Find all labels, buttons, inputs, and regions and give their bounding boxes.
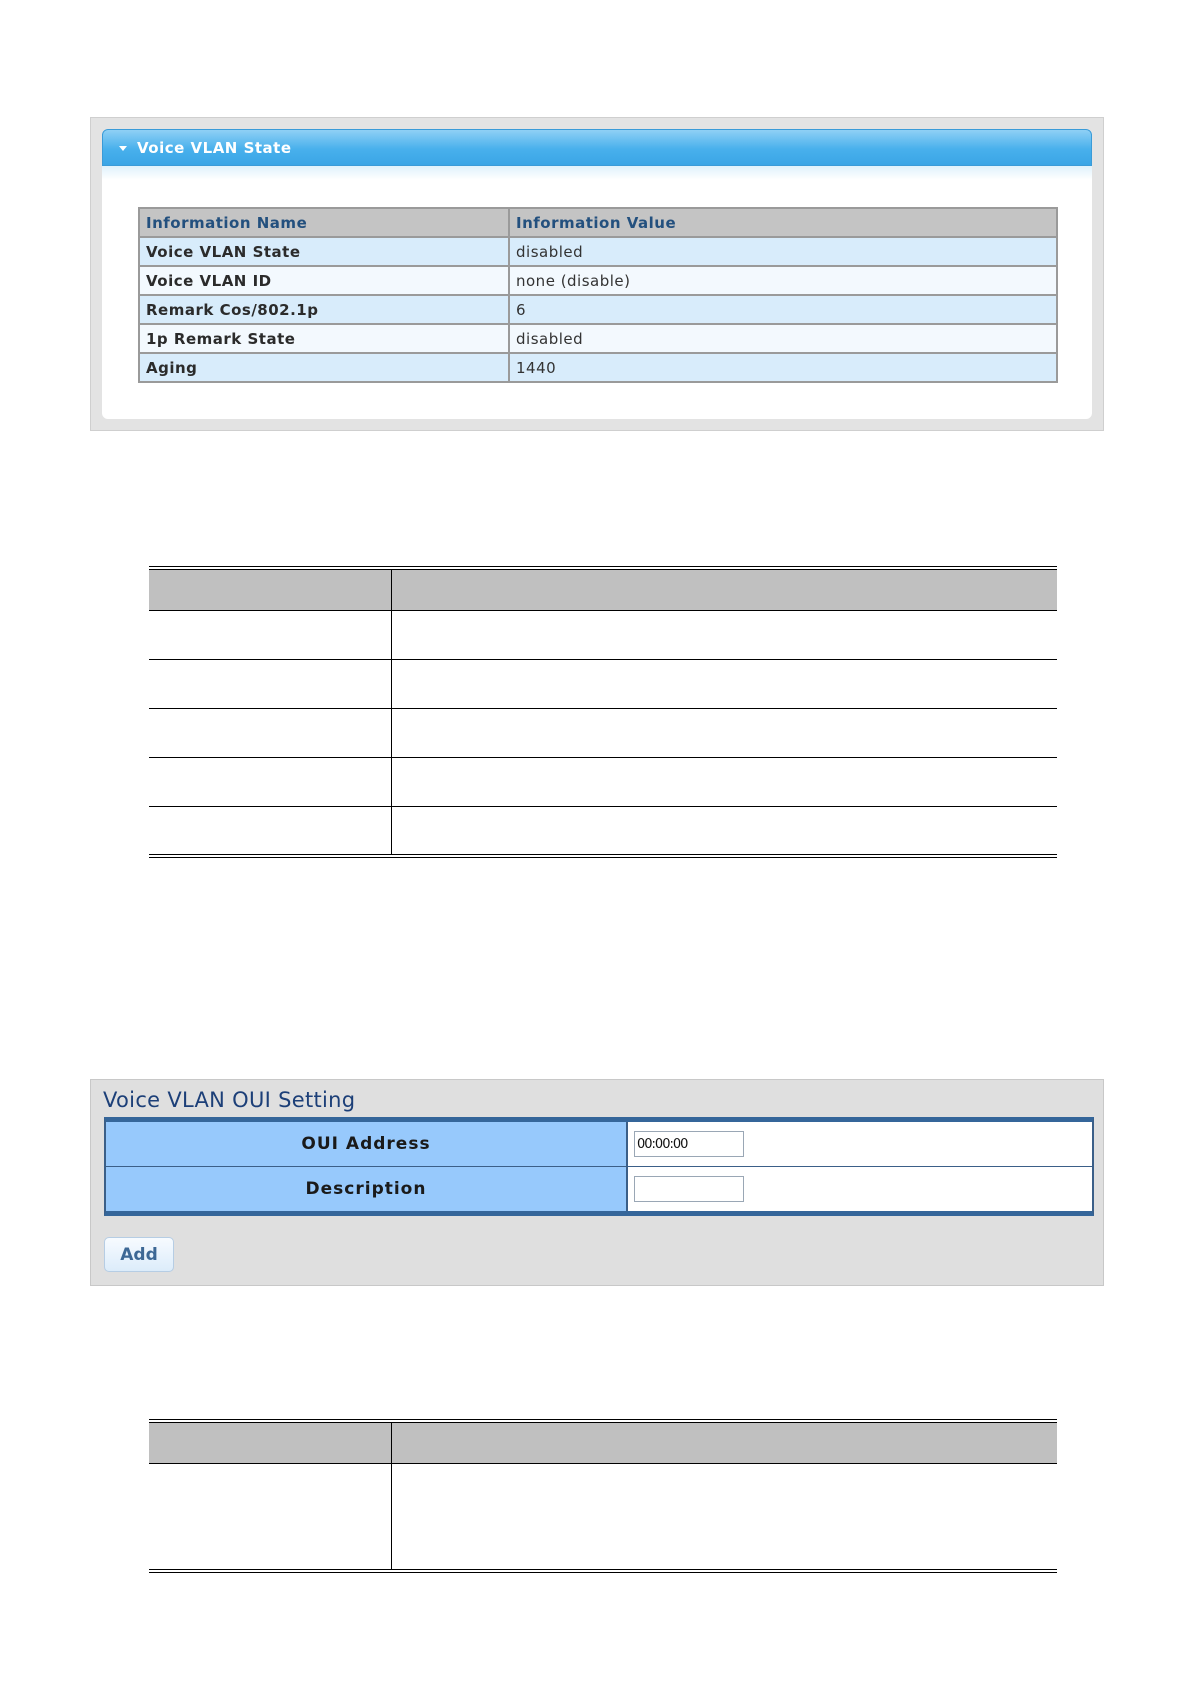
description-cell [628,1167,1092,1211]
desc-object-cell [149,709,392,757]
desc-object-cell [149,611,392,659]
info-value: 6 [509,295,1057,324]
description-label: Description [106,1167,628,1211]
table-header-row [139,208,1057,237]
info-name: Aging [139,353,509,382]
desc-object-cell [149,807,392,854]
table-row [139,353,1057,382]
info-value: disabled [509,324,1057,353]
voice-vlan-oui-setting-panel [90,1079,1104,1286]
oui-address-row [106,1122,1092,1167]
description-input[interactable] [634,1176,744,1202]
desc-header-description [392,1423,1057,1463]
desc-row [149,757,1057,806]
info-name: Voice VLAN State [139,237,509,266]
desc-row [149,1463,1057,1569]
desc-row [149,610,1057,659]
oui-setting-form [104,1117,1094,1216]
table-row [139,266,1057,295]
desc-description-cell [392,1464,1057,1569]
panel-title: Voice VLAN State [137,139,292,157]
panel-title: Voice VLAN OUI Setting [103,1088,356,1112]
voice-vlan-info-table [138,207,1058,383]
voice-vlan-state-content [102,129,1092,419]
info-value: none (disable) [509,266,1057,295]
voice-vlan-state-panel [90,117,1104,431]
collapse-triangle-icon[interactable] [119,146,127,151]
column-header-value: Information Value [509,208,1057,237]
desc-row [149,659,1057,708]
desc-description-cell [392,807,1057,854]
desc-header-description [392,570,1057,610]
desc-row [149,708,1057,757]
info-value: 1440 [509,353,1057,382]
desc-description-cell [392,611,1057,659]
info-value: disabled [509,237,1057,266]
info-name: Voice VLAN ID [139,266,509,295]
desc-object-cell [149,660,392,708]
table-row [139,324,1057,353]
object-description-table [149,566,1057,858]
object-description-table [149,1419,1057,1573]
desc-object-cell [149,758,392,806]
oui-address-cell [628,1122,1092,1166]
header-gradient-strip [102,166,1092,180]
oui-address-label: OUI Address [106,1122,628,1166]
info-name: 1p Remark State [139,324,509,353]
desc-row [149,806,1057,854]
add-button[interactable]: Add [104,1237,174,1272]
desc-description-cell [392,758,1057,806]
description-row [106,1167,1092,1211]
desc-description-cell [392,709,1057,757]
voice-vlan-state-header[interactable] [102,129,1092,166]
desc-header-row [149,1423,1057,1463]
oui-address-input[interactable] [634,1131,744,1157]
desc-description-cell [392,660,1057,708]
table-row [139,237,1057,266]
desc-header-object [149,1423,392,1463]
desc-header-object [149,570,392,610]
desc-header-row [149,570,1057,610]
column-header-name: Information Name [139,208,509,237]
table-row [139,295,1057,324]
info-name: Remark Cos/802.1p [139,295,509,324]
desc-object-cell [149,1464,392,1569]
